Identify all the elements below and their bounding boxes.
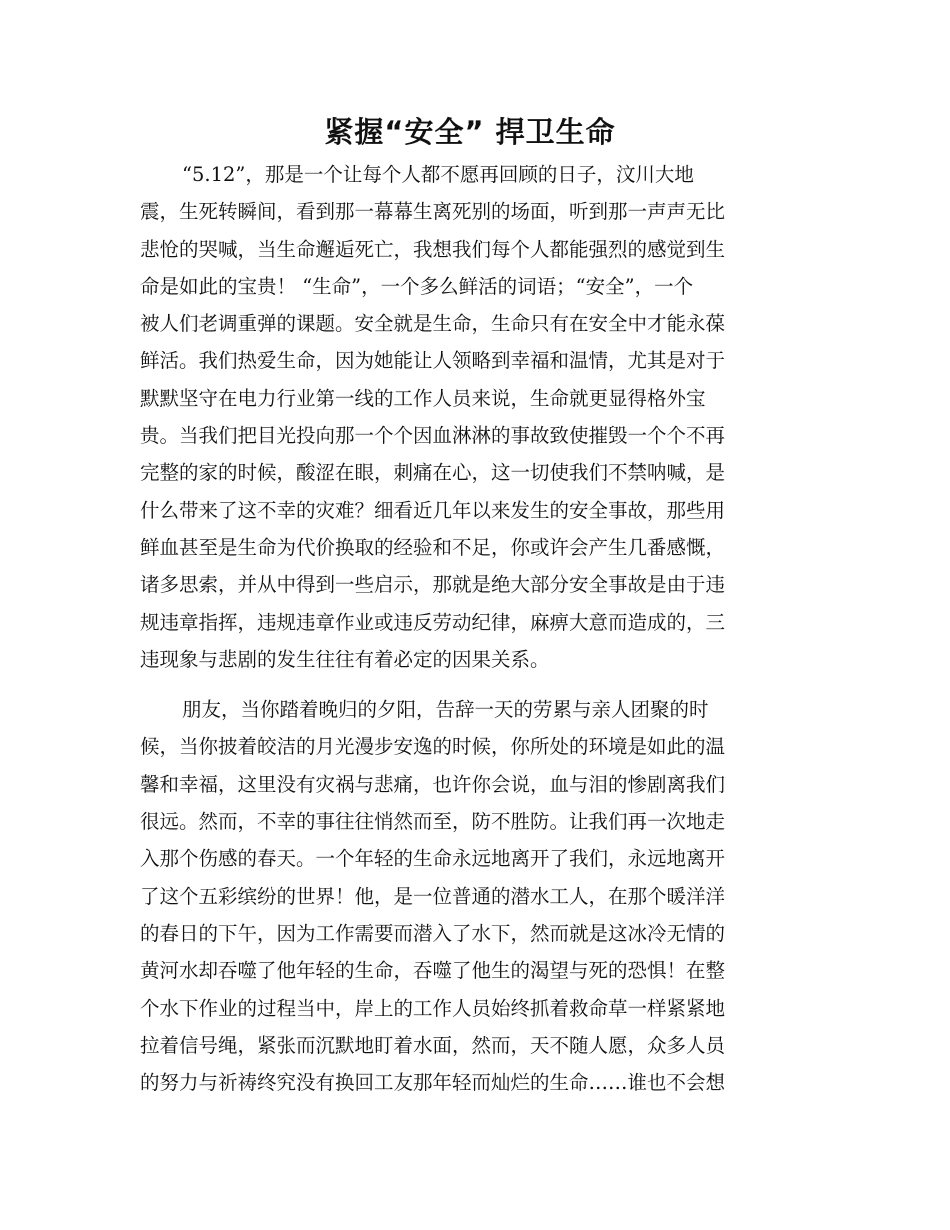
text-line: 很远。然而，不幸的事往往悄然而至，防不胜防。让我们再一次地走	[140, 810, 726, 834]
text-line: 候，当你披着皎洁的月光漫步安逸的时候，你所处的环境是如此的温	[140, 735, 726, 759]
text-line: 被人们老调重弹的课题。安全就是生命，生命只有在安全中才能永葆	[140, 312, 726, 336]
paragraph-2	[140, 691, 800, 1101]
text-line: 的春日的下午，因为工作需要而潜入了水下，然而就是这冰冷无情的	[140, 921, 726, 945]
text-line: 个水下作业的过程当中，岸上的工作人员始终抓着救命草一样紧紧地	[140, 996, 726, 1020]
text-line: 什么带来了这不幸的灾难？细看近几年以来发生的安全事故，那些用	[140, 498, 726, 522]
paragraph-1	[140, 156, 800, 678]
document-title: 紧握“安全” 捍卫生命	[324, 115, 616, 149]
text-line: 拉着信号绳，紧张而沉默地盯着水面，然而，天不随人愿，众多人员	[140, 1033, 726, 1057]
text-line: 规违章指挥，违规违章作业或违反劳动纪律，麻痹大意而造成的，三	[140, 610, 726, 634]
text-line: 违现象与悲剧的发生往往有着必定的因果关系。	[140, 647, 550, 671]
text-line: 黄河水却吞噬了他年轻的生命，吞噬了他生的渴望与死的恐惧！在整	[140, 959, 726, 983]
text-line: 震，生死转瞬间，看到那一幕幕生离死别的场面，听到那一声声无比	[140, 200, 726, 224]
text-line: 的努力与祈祷终究没有换回工友那年轻而灿烂的生命……谁也不会想	[140, 1071, 726, 1095]
text-line: 馨和幸福，这里没有灾祸与悲痛，也许你会说，血与泪的惨剧离我们	[140, 772, 726, 796]
text-line: 鲜血甚至是生命为代价换取的经验和不足，你或许会产生几番感慨，	[140, 535, 726, 559]
text-line: 了这个五彩缤纷的世界！他，是一位普通的潜水工人，在那个暖洋洋	[140, 884, 726, 908]
text-line: 默默坚守在电力行业第一线的工作人员来说，生命就更显得格外宝	[140, 386, 706, 410]
text-line: 悲怆的哭喊，当生命邂逅死亡，我想我们每个人都能强烈的感觉到生	[140, 237, 726, 261]
text-line: 诸多思索，并从中得到一些启示，那就是绝大部分安全事故是由于违	[140, 573, 726, 597]
text-line: 命是如此的宝贵！ “生命”，一个多么鲜活的词语；“安全”，一个	[140, 274, 694, 298]
text-line: 鲜活。我们热爱生命，因为她能让人领略到幸福和温情，尤其是对于	[140, 349, 726, 373]
text-line: 贵。当我们把目光投向那一个个因血淋淋的事故致使摧毁一个个不再	[140, 424, 726, 448]
text-line: “5.12”，那是一个让每个人都不愿再回顾的日子，汶川大地	[182, 163, 694, 186]
text-line: 朋友，当你踏着晚归的夕阳，告辞一天的劳累与亲人团聚的时	[182, 698, 709, 722]
document-page	[140, 108, 800, 1101]
text-line: 入那个伤感的春天。一个年轻的生命永远地离开了我们，永远地离开	[140, 847, 726, 871]
text-line: 完整的家的时候，酸涩在眼，刺痛在心，这一切使我们不禁呐喊，是	[140, 461, 726, 485]
